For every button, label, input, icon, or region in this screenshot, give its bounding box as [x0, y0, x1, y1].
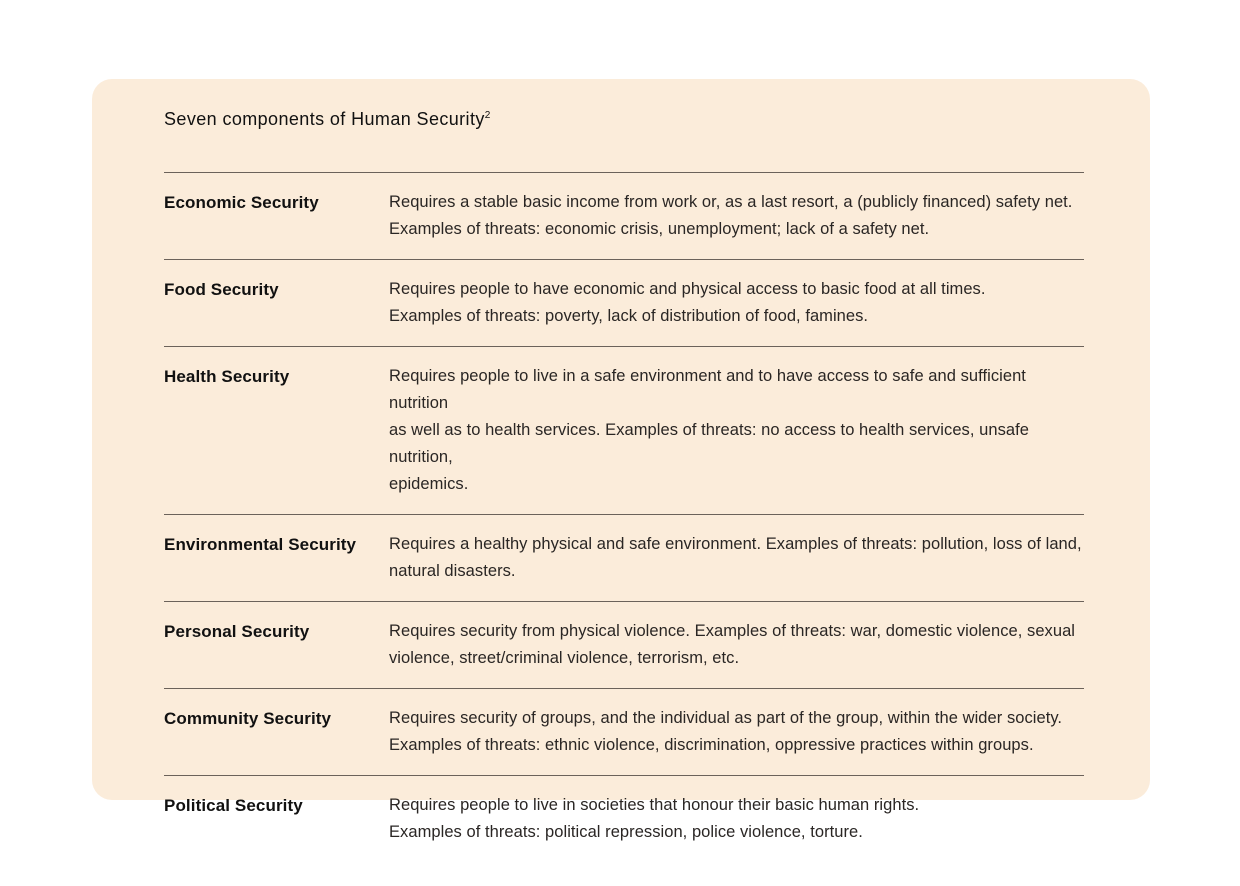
row-label: Political Security — [164, 796, 303, 815]
description-line: Requires people to live in societies that honour their basic human rights. — [389, 796, 920, 814]
description-line: Requires people to live in a safe environment and to have access to safe and sufficient nutrition — [389, 367, 1026, 412]
table-row — [164, 689, 1084, 776]
row-label: Economic Security — [164, 193, 319, 212]
table-row — [164, 776, 1084, 862]
table-row — [164, 347, 1084, 515]
row-label: Personal Security — [164, 622, 310, 641]
row-label: Food Security — [164, 280, 279, 299]
row-description — [389, 363, 1084, 498]
row-label: Health Security — [164, 367, 290, 386]
description-line: epidemics. — [389, 475, 469, 493]
row-description — [389, 189, 1084, 243]
description-line: Requires security of groups, and the individual as part of the group, within the wider society. — [389, 709, 1063, 727]
description-line: Requires security from physical violence. Examples of threats: war, domestic violence, sexual — [389, 622, 1076, 640]
footnote-marker: 2 — [484, 110, 491, 121]
description-line: natural disasters. — [389, 562, 516, 580]
row-description — [389, 531, 1084, 585]
description-line: Examples of threats: ethnic violence, discrimination, oppressive practices within groups. — [389, 736, 1034, 754]
panel-title — [164, 109, 491, 130]
description-line: as well as to health services. Examples of threats: no access to health services, unsafe nutrition, — [389, 421, 1029, 466]
row-description — [389, 792, 1084, 846]
description-line: Requires a healthy physical and safe environment. Examples of threats: pollution, loss of land, — [389, 535, 1082, 553]
description-line: violence, street/criminal violence, terrorism, etc. — [389, 649, 740, 667]
table-row — [164, 173, 1084, 260]
title-text: Seven components of Human Security — [164, 109, 485, 129]
description-line: Requires people to have economic and physical access to basic food at all times. — [389, 280, 986, 298]
description-line: Examples of threats: political repression, police violence, torture. — [389, 823, 863, 841]
row-description — [389, 618, 1084, 672]
row-label: Community Security — [164, 709, 332, 728]
description-line: Requires a stable basic income from work or, as a last resort, a (publicly financed) safety net. — [389, 193, 1073, 211]
row-label: Environmental Security — [164, 535, 357, 554]
row-description — [389, 705, 1084, 759]
table-row — [164, 515, 1084, 602]
table-row — [164, 602, 1084, 689]
row-description — [389, 276, 1084, 330]
description-line: Examples of threats: economic crisis, unemployment; lack of a safety net. — [389, 220, 930, 238]
table-row — [164, 260, 1084, 347]
info-panel — [92, 79, 1150, 841]
security-table — [164, 172, 1084, 862]
description-line: Examples of threats: poverty, lack of distribution of food, famines. — [389, 307, 869, 325]
